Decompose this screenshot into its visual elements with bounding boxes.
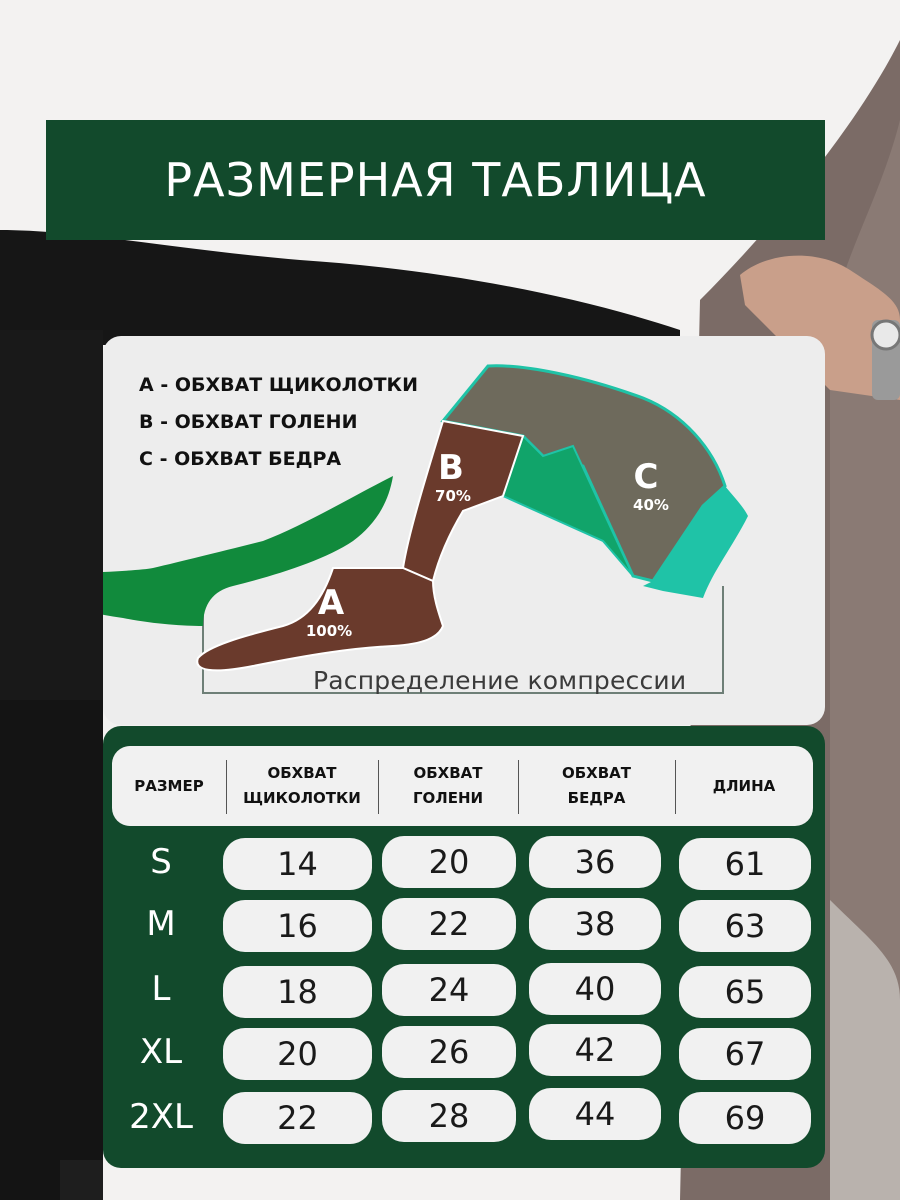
cell-calf: 20 — [382, 836, 516, 888]
header-line: ГОЛЕНИ — [412, 789, 484, 807]
size-label: 2XL — [129, 1097, 193, 1137]
legend-key: A — [139, 374, 154, 396]
page-title: РАЗМЕРНАЯ ТАБЛИЦА — [164, 153, 707, 207]
cell-calf: 22 — [382, 898, 516, 950]
cell-ankle: 18 — [223, 966, 372, 1018]
cell-thigh: 42 — [529, 1024, 661, 1076]
cell-length: 67 — [679, 1028, 811, 1080]
cell-thigh: 36 — [529, 836, 661, 888]
legend-text: - ОБХВАТ ЩИКОЛОТКИ — [153, 374, 418, 396]
size-label: XL — [139, 1032, 183, 1072]
cell-ankle: 14 — [223, 838, 372, 890]
cell-length: 65 — [679, 966, 811, 1018]
header-length — [675, 746, 813, 826]
cell-calf: 26 — [382, 1026, 516, 1078]
legend-item-a — [139, 374, 418, 398]
legend-key: C — [139, 448, 153, 470]
header-thigh — [518, 746, 675, 826]
cell-thigh: 38 — [529, 898, 661, 950]
cell-ankle: 22 — [223, 1092, 372, 1144]
zone-b-letter: B — [438, 448, 464, 488]
legend-item-b — [139, 411, 418, 435]
size-table — [103, 726, 825, 1168]
cell-length: 61 — [679, 838, 811, 890]
header-line: ОБХВАТ — [413, 764, 483, 782]
cell-length: 63 — [679, 900, 811, 952]
legend-text: - ОБХВАТ БЕДРА — [152, 448, 342, 470]
cell-calf: 24 — [382, 964, 516, 1016]
zone-legend — [139, 374, 418, 485]
header-line: ОБХВАТ — [267, 764, 337, 782]
title-banner — [46, 120, 825, 240]
zone-c-letter: C — [633, 457, 659, 497]
zone-a-percent: 100% — [305, 622, 353, 640]
legend-key: B — [139, 411, 154, 433]
legend-text: - ОБХВАТ ГОЛЕНИ — [153, 411, 358, 433]
cell-length: 69 — [679, 1092, 811, 1144]
size-label: M — [146, 904, 176, 944]
legend-item-c — [139, 448, 418, 472]
compression-diagram-card — [103, 336, 825, 725]
header-calf — [378, 746, 518, 826]
header-line: ДЛИНА — [712, 776, 776, 795]
cell-ankle: 16 — [223, 900, 372, 952]
zone-c-percent: 40% — [633, 496, 669, 514]
header-line: ЩИКОЛОТКИ — [243, 789, 361, 807]
header-size — [112, 746, 226, 826]
table-header — [112, 746, 813, 826]
cell-thigh: 44 — [529, 1088, 661, 1140]
zone-a-letter: A — [317, 583, 345, 623]
zone-b-percent: 70% — [435, 487, 471, 505]
header-line: БЕДРА — [567, 789, 626, 807]
header-line: ОБХВАТ — [561, 764, 632, 782]
cell-thigh: 40 — [529, 963, 661, 1015]
header-line: РАЗМЕР — [134, 776, 204, 795]
header-ankle — [226, 746, 378, 826]
size-label: L — [151, 969, 171, 1009]
compression-caption: Распределение компрессии — [313, 666, 687, 695]
cell-ankle: 20 — [223, 1028, 372, 1080]
size-label: S — [150, 842, 172, 882]
cell-calf: 28 — [382, 1090, 516, 1142]
